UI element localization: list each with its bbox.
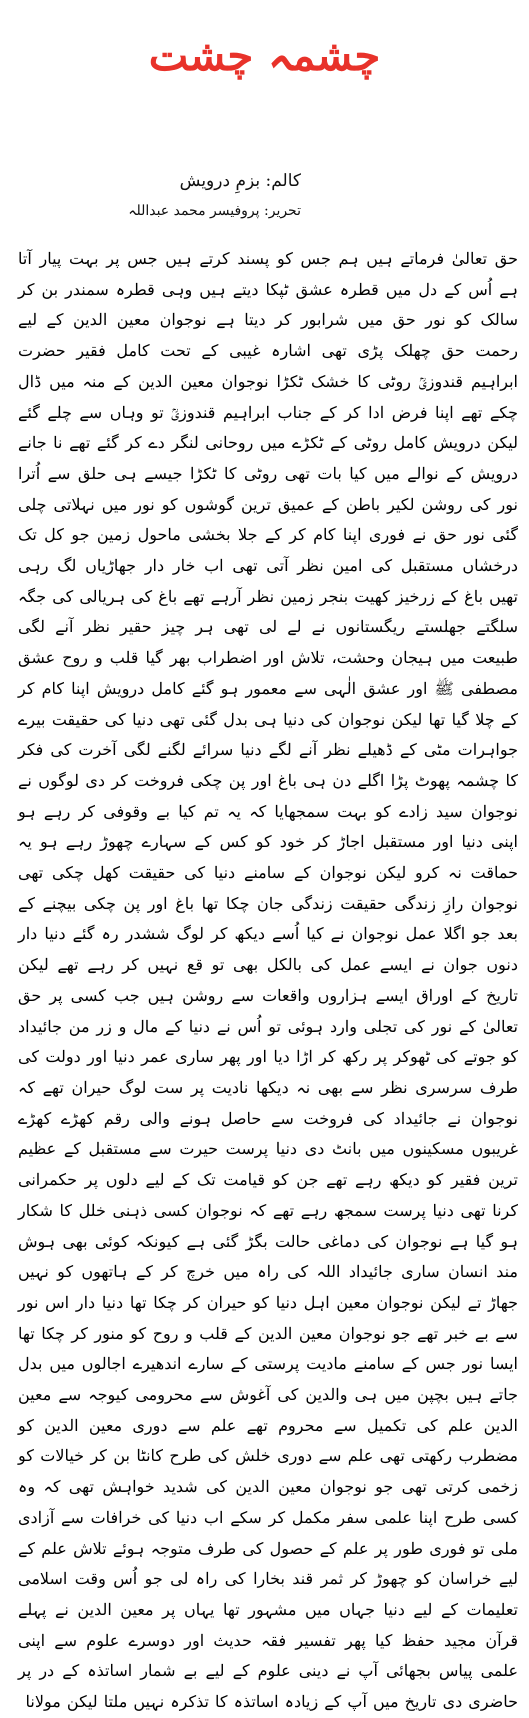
author-name: تحریر: پروفیسر محمد عبداللہ [128,203,301,219]
article-body [18,244,518,1718]
body-paragraph: حق تعالیٰ فرماتے ہیں ہم جس کو پسند کرتے ہیں جس پر بہت پیار آتا ہے اُس کے دل میں قطرہ عشق ٹپکا دیتے ہیں وہی قطرہ سمندر بن کر سالک کو نور حق میں شرابور کر دیتا ہے نوجوان معین الدین کے لیے رحمت حق چھلک پڑی تھی اشارہ غیبی کے تحت کامل فقیر حضرت ابراہیم قندوزیؒ روٹی کا خشک ٹکڑا نوجوان معین الدین کے منہ میں ڈال چکے تھے اپنا فرض ادا کر کے جناب ابراہیم قندوزیؒ تو وہاں سے چلے گئے لیکن درویش کامل روٹی کے ٹکڑے میں روحانی لنگر دے کر گئے تھے نا جانے درویش کے نوالے میں کیا بات تھی روٹی کا ٹکڑا جیسے ہی حلق سے اُترا نور کی روشن لکیر باطن کے عمیق ترین گوشوں کو نور میں نہلاتی چلی گئی نور حق نے فوری اپنا کام کر کے جلا بخشی ماحول زمین جو کل تک درخشاں مستقبل کی امین نظر آتی تھی اب خار دار جھاڑیاں لگ رہی تھیں باغ کے زرخیز کھیت بنجر زمین نظر آرہے تھے باغ کی ہریالی کی جگہ سلگتے جھلستے ریگستانوں نے لے لی تھی ہر چیز حقیر نظر آنے لگی طبیعت میں ہیجان وحشت، تلاش اور اضطراب بھر گیا قلب و روح عشق مصطفی ﷺ اور عشق الٰہی سے معمور ہو گئے کامل درویش اپنا کام کر کے چلا گیا تھا لیکن نوجوان کی دنیا ہی بدل گئی تھی دنیا کی حقیقت بیرے جواہرات مٹی کے ڈھیلے نظر آنے لگے دنیا سرائے لگنے لگی آخرت کی فکر کا چشمہ پھوٹ پڑا اگلے دن ہی باغ اور پن چکی فروخت کر دی لوگوں نے نوجوان سید زادے کو بہت سمجھایا کہ یہ تم کیا بے وقوفی کر رہے ہو اپنی دنیا اور مستقبل اجاڑ کر خود کو کس کے سہارے چھوڑ رہے ہو یہ حماقت نہ کرو لیکن نوجوان کے سامنے دنیا کی حقیقت کھل چکی تھی نوجوان رازِ زندگی حقیقت زندگی جان چکا تھا باغ اور پن چکی بیچنے کے بعد جو اگلا عمل نوجوان نے کیا اُسے دیکھ کر لوگ ششدر رہ گئے دنیا دار دنوں جوان نے ایسے عمل کی بالکل بھی تو قع نہیں کر رہے تھے لیکن تاریخ کے اوراق ایسے ہزاروں واقعات سے روشن ہیں جب کسی پر حق تعالیٰ کے نور کی تجلی وارد ہوئی تو اُس نے دنیا کے مال و زر من جائیداد کو جوتے کی ٹھوکر پر رکھ کر اڑا دیا اور پھر ساری عمر دنیا اور دولت کی طرف سرسری نظر سے بھی نہ دیکھا نادیت پر ست لوگ حیران تھے کہ نوجوان نے جائیداد کی فروخت سے حاصل ہونے والی رقم کھڑے کھڑے غریبوں مسکینوں میں بانٹ دی دنیا پرست حیرت سے مستقبل کے عظیم ترین فقیر کو دیکھ رہے تھے جن کو قیامت تک کے لیے دلوں پر حکمرانی کرنا تھی دنیا پرست سمجھ رہے تھے کہ نوجوان کسی ذہنی خلل کا شکار ہو گیا ہے نوجوان کی دماغی حالت بگڑ گئی ہے کیونکہ کوئی بھی ہوش مند انسان ساری جائیداد اللہ کی راہ میں خرچ کر کے ہاتھوں کو نہیں جھاڑ تے لیکن نوجوان معین اہل دنیا کو حیران کر چکا تھا دنیا دار اس نور سے بے خبر تھے جو نوجوان معین الدین کے قلب و روح کو منور کر چکا تھا ایسا نور جس کے سامنے مادیت پرستی کے سارے اندھیرے اجالوں میں بدل جاتے ہیں بچپن میں ہی والدین کی آغوش سے محرومی کیوجہ سے معین الدین علم کی تکمیل سے محروم تھے علم سے دوری معین الدین کو مضطرب رکھتی تھی علم سے دوری خلش کی طرح کانٹا بن کر خیالات کو زخمی کرتی تھی جو نوجوان معین الدین کی شدید خواہش تھی کہ وہ کسی طرح اپنا علمی سفر مکمل کر سکے اب دنیا کی خرافات سے آزادی ملی تو فوری طور پر علم کے حصول کی طرف متوجہ ہوئے تلاش علم کے لیے خراسان کو چھوڑ کر ثمر قند بخارا کی راہ لی جو اُس وقت اسلامی تعلیمات کے لیے دنیا جہاں میں مشہور تھا یہاں پر معین الدین نے پہلے قرآن مجید حفظ کیا پھر تفسیر فقہ حدیث اور دوسرے علوم سے اپنی علمی پیاس بجھائی آپ نے دینی علوم کے لیے بے شمار اساتذہ کے در پر حاضری دی تاریخ میں آپ کے زیادہ اساتذہ کا تذکرہ نہیں ملتا لیکن مولانا [18,249,519,1712]
column-name: کالم: بزمِ درویش [179,171,301,191]
article-title: چشمہ چشت [148,31,381,80]
